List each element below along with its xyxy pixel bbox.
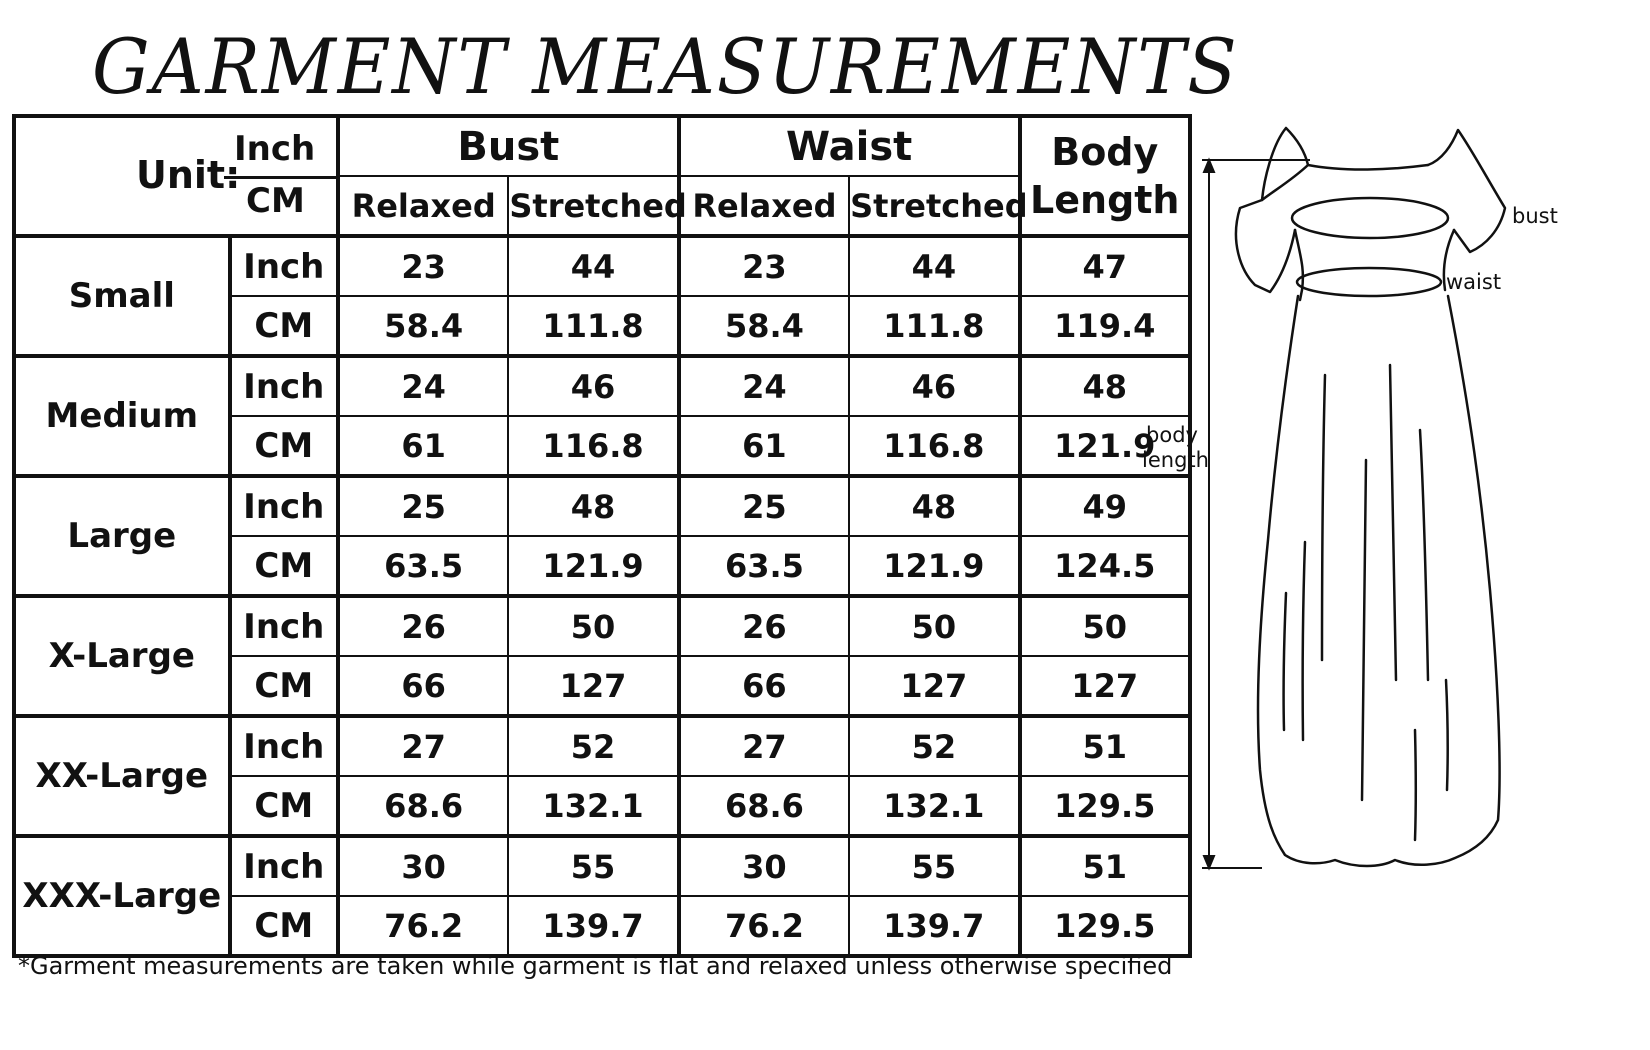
value-cell: 121.9 <box>849 536 1019 596</box>
unit-cell: CM <box>230 776 338 836</box>
value-cell: 24 <box>679 356 849 416</box>
value-cell: 129.5 <box>1020 896 1190 956</box>
value-cell: 26 <box>338 596 508 656</box>
value-cell: 127 <box>1020 656 1190 716</box>
value-cell: 27 <box>679 716 849 776</box>
value-cell: 76.2 <box>338 896 508 956</box>
unit-cell: Inch <box>230 836 338 896</box>
value-cell: 30 <box>338 836 508 896</box>
page-title: GARMENT MEASUREMENTS <box>92 22 1239 111</box>
value-cell: 132.1 <box>508 776 678 836</box>
value-cell: 30 <box>679 836 849 896</box>
size-name-cell: XXX-Large <box>14 836 230 956</box>
body-length-label-line1: body <box>1146 423 1198 447</box>
arrow-up-icon <box>1204 160 1214 172</box>
unit-cell: CM <box>230 896 338 956</box>
unit-cell: Inch <box>230 236 338 296</box>
body-length-header <box>1020 116 1190 236</box>
value-cell: 61 <box>338 416 508 476</box>
value-cell: 61 <box>679 416 849 476</box>
neckline-outline <box>1308 165 1428 170</box>
waist-label: waist <box>1446 270 1502 294</box>
value-cell: 124.5 <box>1020 536 1190 596</box>
value-cell: 55 <box>508 836 678 896</box>
value-cell: 23 <box>679 236 849 296</box>
size-name-cell: Small <box>14 236 230 356</box>
unit-label: Unit: <box>136 153 241 197</box>
value-cell: 121.9 <box>1020 416 1190 476</box>
bust-stretched-header: Stretched <box>508 176 678 236</box>
unit-cell: Inch <box>230 356 338 416</box>
value-cell: 52 <box>508 716 678 776</box>
value-cell: 119.4 <box>1020 296 1190 356</box>
value-cell: 127 <box>849 656 1019 716</box>
unit-cell: Inch <box>230 716 338 776</box>
size-name-cell: Large <box>14 476 230 596</box>
value-cell: 116.8 <box>508 416 678 476</box>
value-cell: 50 <box>849 596 1019 656</box>
body-length-label <box>1142 423 1209 473</box>
unit-inch-label: Inch <box>234 129 316 169</box>
value-cell: 25 <box>679 476 849 536</box>
value-cell: 44 <box>508 236 678 296</box>
value-cell: 48 <box>1020 356 1190 416</box>
waist-relaxed-header: Relaxed <box>679 176 849 236</box>
dress-diagram <box>1142 120 1640 930</box>
value-cell: 50 <box>1020 596 1190 656</box>
value-cell: 25 <box>338 476 508 536</box>
unit-cell: CM <box>230 536 338 596</box>
unit-cell: Inch <box>230 596 338 656</box>
size-name-cell: XX-Large <box>14 716 230 836</box>
value-cell: 129.5 <box>1020 776 1190 836</box>
unit-cell: Inch <box>230 476 338 536</box>
value-cell: 111.8 <box>508 296 678 356</box>
value-cell: 127 <box>508 656 678 716</box>
value-cell: 46 <box>508 356 678 416</box>
value-cell: 23 <box>338 236 508 296</box>
value-cell: 44 <box>849 236 1019 296</box>
left-sleeve-outline <box>1236 165 1308 292</box>
value-cell: 27 <box>338 716 508 776</box>
waist-stretched-header: Stretched <box>849 176 1019 236</box>
waist-header: Waist <box>679 116 1020 176</box>
value-cell: 51 <box>1020 716 1190 776</box>
bust-relaxed-header: Relaxed <box>338 176 508 236</box>
bust-ellipse <box>1292 198 1448 238</box>
body-length-label-line2: length <box>1142 448 1209 472</box>
value-cell: 50 <box>508 596 678 656</box>
value-cell: 26 <box>679 596 849 656</box>
waist-ellipse <box>1297 268 1441 296</box>
skirt-outline <box>1258 296 1500 866</box>
value-cell: 51 <box>1020 836 1190 896</box>
body-length-header-line2: Length <box>1030 178 1180 222</box>
value-cell: 139.7 <box>508 896 678 956</box>
bust-header: Bust <box>338 116 679 176</box>
size-chart-table <box>12 114 1192 958</box>
table-row <box>14 716 1190 776</box>
unit-cm-label: CM <box>246 181 305 221</box>
value-cell: 76.2 <box>679 896 849 956</box>
value-cell: 49 <box>1020 476 1190 536</box>
value-cell: 66 <box>679 656 849 716</box>
value-cell: 139.7 <box>849 896 1019 956</box>
value-cell: 63.5 <box>679 536 849 596</box>
value-cell: 58.4 <box>679 296 849 356</box>
value-cell: 68.6 <box>679 776 849 836</box>
value-cell: 55 <box>849 836 1019 896</box>
size-name-cell: X-Large <box>14 596 230 716</box>
value-cell: 47 <box>1020 236 1190 296</box>
value-cell: 111.8 <box>849 296 1019 356</box>
value-cell: 68.6 <box>338 776 508 836</box>
unit-divider <box>224 176 336 179</box>
unit-header-cell <box>14 116 338 236</box>
dress-illustration <box>1180 120 1640 930</box>
unit-cell: CM <box>230 416 338 476</box>
bust-label: bust <box>1512 204 1558 228</box>
table-row <box>14 236 1190 296</box>
value-cell: 116.8 <box>849 416 1019 476</box>
value-cell: 46 <box>849 356 1019 416</box>
footnote: *Garment measurements are taken while garment is flat and relaxed unless otherwise specified <box>18 952 1173 980</box>
value-cell: 66 <box>338 656 508 716</box>
unit-cell: CM <box>230 656 338 716</box>
value-cell: 121.9 <box>508 536 678 596</box>
table-row <box>14 476 1190 536</box>
value-cell: 48 <box>508 476 678 536</box>
unit-cell: CM <box>230 296 338 356</box>
table-row <box>14 596 1190 656</box>
size-name-cell: Medium <box>14 356 230 476</box>
value-cell: 63.5 <box>338 536 508 596</box>
body-length-header-line1: Body <box>1051 130 1159 174</box>
value-cell: 52 <box>849 716 1019 776</box>
value-cell: 132.1 <box>849 776 1019 836</box>
table-row <box>14 356 1190 416</box>
arrow-down-icon <box>1204 856 1214 868</box>
table-row <box>14 836 1190 896</box>
value-cell: 58.4 <box>338 296 508 356</box>
right-sleeve-outline <box>1428 130 1505 252</box>
value-cell: 48 <box>849 476 1019 536</box>
value-cell: 24 <box>338 356 508 416</box>
